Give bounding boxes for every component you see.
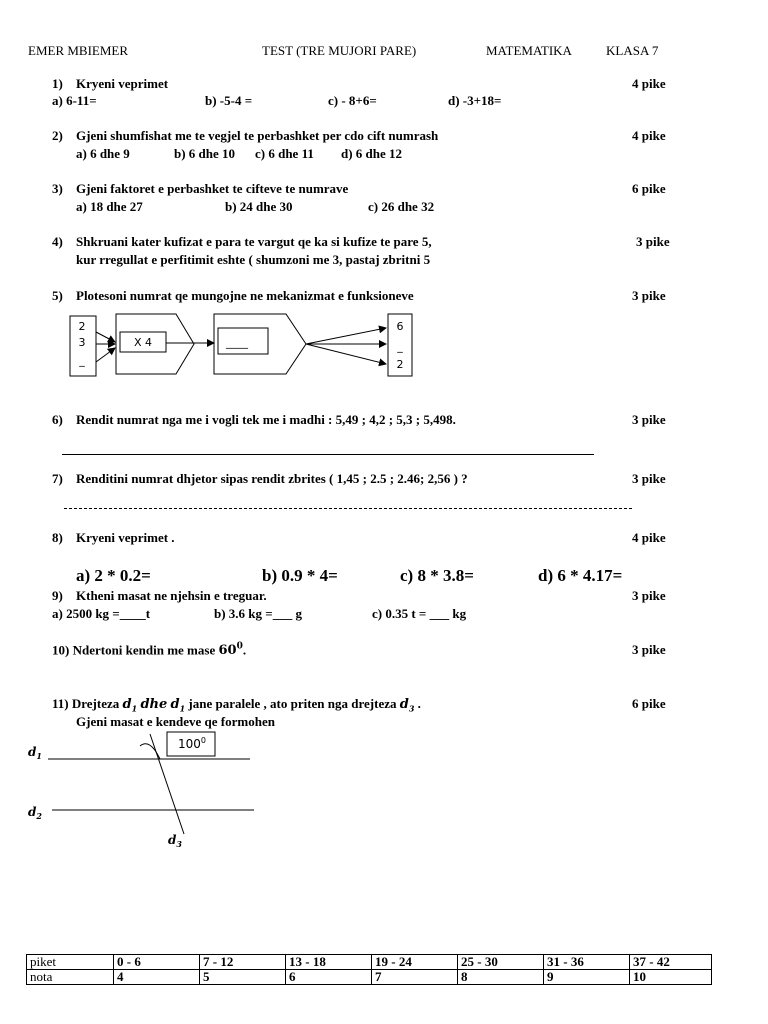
- label-d2-sub: 2: [36, 811, 42, 821]
- label-d3-sub: 3: [176, 839, 182, 849]
- q8-item-c: c) 8 * 3.8=: [400, 566, 474, 585]
- q11-d1-letter: d: [122, 697, 132, 712]
- q2-item-a: a) 6 dhe 9: [76, 146, 130, 161]
- q2-points: 4 pike: [632, 128, 666, 143]
- q11-d3-sub: 3: [408, 703, 415, 714]
- q2-item-c: c) 6 dhe 11: [255, 146, 314, 161]
- q7-text: Renditini numrat dhjetor sipas rendit zbrites ( 1,45 ; 2.5 ; 2.46; 2,56 ) ?: [76, 471, 468, 486]
- grading-row-grades: [27, 970, 712, 985]
- q2-item-d: d) 6 dhe 12: [341, 146, 403, 161]
- q11-dhe: dhe: [140, 697, 168, 712]
- q11-text: [52, 696, 421, 714]
- q3-item-b: b) 24 dhe 30: [225, 199, 293, 214]
- q3-text: Gjeni faktoret e perbashket te cifteve te numrave: [76, 181, 349, 196]
- q10-angle: [218, 643, 242, 658]
- q3-item-a: a) 18 dhe 27: [76, 199, 143, 214]
- q6-number: 6): [52, 412, 63, 427]
- q5-text: Plotesoni numrat qe mungojne ne mekanizmat e funksioneve: [76, 288, 414, 303]
- q1-item-d: d) -3+18=: [448, 93, 502, 108]
- q11-d1b: [171, 697, 186, 712]
- q11-prefix: 11) Drejteza: [52, 696, 120, 711]
- q11-d1: [123, 697, 138, 712]
- table-cell: 0 - 6: [114, 955, 200, 970]
- label-d1-sub: 1: [36, 751, 42, 761]
- table-cell: 7 - 12: [200, 955, 286, 970]
- q4-text-line1: Shkruani kater kufizat e para te vargut qe ka si kufize te pare 5,: [76, 234, 432, 249]
- header-grade: KLASA 7: [606, 43, 659, 58]
- table-cell: 4: [114, 970, 200, 985]
- grading-table: [26, 954, 712, 985]
- table-cell: nota: [27, 970, 114, 985]
- table-cell: 8: [458, 970, 544, 985]
- angle-label-value: 100: [178, 737, 201, 751]
- q11-d3: [400, 697, 415, 712]
- q8-points: 4 pike: [632, 530, 666, 545]
- q11-d1-sub: 1: [131, 703, 138, 714]
- q11-d3-letter: d: [399, 697, 409, 712]
- label-d1: [28, 745, 42, 761]
- q7-number: 7): [52, 471, 63, 486]
- q2-number: 2): [52, 128, 63, 143]
- q4-text-line2: kur rregullat e perfitimit eshte ( shumzoni me 3, pastaj zbritni 5: [76, 252, 431, 267]
- operation-1-label: X 4: [134, 336, 153, 349]
- q1-text: Kryeni veprimet: [76, 76, 169, 91]
- input-value-1: 2: [78, 320, 86, 333]
- q9-text: Ktheni masat ne njehsin e treguar.: [76, 588, 267, 603]
- table-cell: 7: [372, 970, 458, 985]
- q5-number: 5): [52, 288, 63, 303]
- q2-text: Gjeni shumfishat me te vegjel te perbashket per cdo cift numrash: [76, 128, 439, 143]
- q10-angle-value: 60: [218, 643, 237, 659]
- q10-label: 10) Ndertoni kendin me mase: [52, 642, 216, 658]
- table-cell: 10: [630, 970, 712, 985]
- q8-text: Kryeni veprimet .: [76, 530, 175, 545]
- table-cell: 13 - 18: [286, 955, 372, 970]
- q4-points: 3 pike: [636, 234, 670, 249]
- q2-item-b: b) 6 dhe 10: [174, 146, 236, 161]
- q6-points: 3 pike: [632, 412, 666, 427]
- header-subject: MATEMATIKA: [486, 43, 572, 58]
- table-cell: 25 - 30: [458, 955, 544, 970]
- q1-item-c: c) - 8+6=: [328, 93, 377, 108]
- output-value-1: 6: [396, 320, 404, 333]
- label-d3: [168, 833, 182, 849]
- q9-item-a: a) 2500 kg =____t: [52, 606, 151, 621]
- label-d1-letter: d: [28, 745, 37, 759]
- operation-2-label: ____: [226, 336, 248, 349]
- q1-item-a: a) 6-11=: [52, 93, 97, 108]
- q8-item-d: d) 6 * 4.17=: [538, 566, 623, 585]
- q1-points: 4 pike: [632, 76, 666, 91]
- function-machine-diagram: [60, 308, 420, 380]
- q10-end: .: [242, 642, 247, 658]
- q5-points: 3 pike: [632, 288, 666, 303]
- table-cell: 31 - 36: [544, 955, 630, 970]
- q9-item-b: b) 3.6 kg =___ g: [214, 606, 302, 621]
- q9-number: 9): [52, 588, 63, 603]
- q10-angle-degree: 0: [236, 642, 243, 652]
- q8-item-b: b) 0.9 * 4=: [262, 566, 338, 585]
- q8-number: 8): [52, 530, 63, 545]
- q10-points: 3 pike: [632, 642, 666, 657]
- output-value-3: 2: [396, 358, 404, 371]
- q3-points: 6 pike: [632, 181, 666, 196]
- label-d2: [28, 805, 42, 821]
- q4-number: 4): [52, 234, 63, 249]
- table-cell: 37 - 42: [630, 955, 712, 970]
- q9-item-c: c) 0.35 t = ___ kg: [372, 606, 467, 621]
- grading-row-points: [27, 955, 712, 970]
- q11-middle: jane paralele , ato priten nga drejteza: [188, 696, 397, 711]
- q8-item-a: a) 2 * 0.2=: [76, 566, 151, 585]
- table-cell: 9: [544, 970, 630, 985]
- q1-number: 1): [52, 76, 63, 91]
- table-cell: piket: [27, 955, 114, 970]
- label-d3-letter: d: [168, 833, 177, 847]
- header-test: TEST (TRE MUJORI PARE): [262, 43, 417, 58]
- label-d2-letter: d: [28, 805, 37, 819]
- angle-label-degree: 0: [200, 736, 206, 745]
- header-name: EMER MBIEMER: [28, 43, 129, 58]
- angle-arc: [140, 744, 160, 759]
- q11-text-line2: Gjeni masat e kendeve qe formohen: [76, 714, 275, 729]
- q3-number: 3): [52, 181, 63, 196]
- q11-d1b-sub: 1: [179, 703, 186, 714]
- q1-item-b: b) -5-4 =: [205, 93, 253, 108]
- q9-points: 3 pike: [632, 588, 666, 603]
- table-cell: 6: [286, 970, 372, 985]
- q6-text: Rendit numrat nga me i vogli tek me i madhi : 5,49 ; 4,2 ; 5,3 ; 5,498.: [76, 412, 456, 427]
- table-cell: 5: [200, 970, 286, 985]
- q7-points: 3 pike: [632, 471, 666, 486]
- q6-answer-line[interactable]: [62, 454, 594, 455]
- parallel-lines-diagram: [20, 726, 280, 856]
- q11-d1b-letter: d: [170, 697, 180, 712]
- input-value-2: 3: [78, 336, 86, 349]
- input-value-3: _: [79, 354, 85, 367]
- output-value-2: _: [397, 340, 403, 353]
- q7-answer-line[interactable]: [64, 508, 632, 509]
- q11-points: 6 pike: [632, 696, 666, 711]
- q3-item-c: c) 26 dhe 32: [368, 199, 435, 214]
- q10-text: [52, 642, 246, 658]
- table-cell: 19 - 24: [372, 955, 458, 970]
- q11-end: .: [417, 696, 421, 711]
